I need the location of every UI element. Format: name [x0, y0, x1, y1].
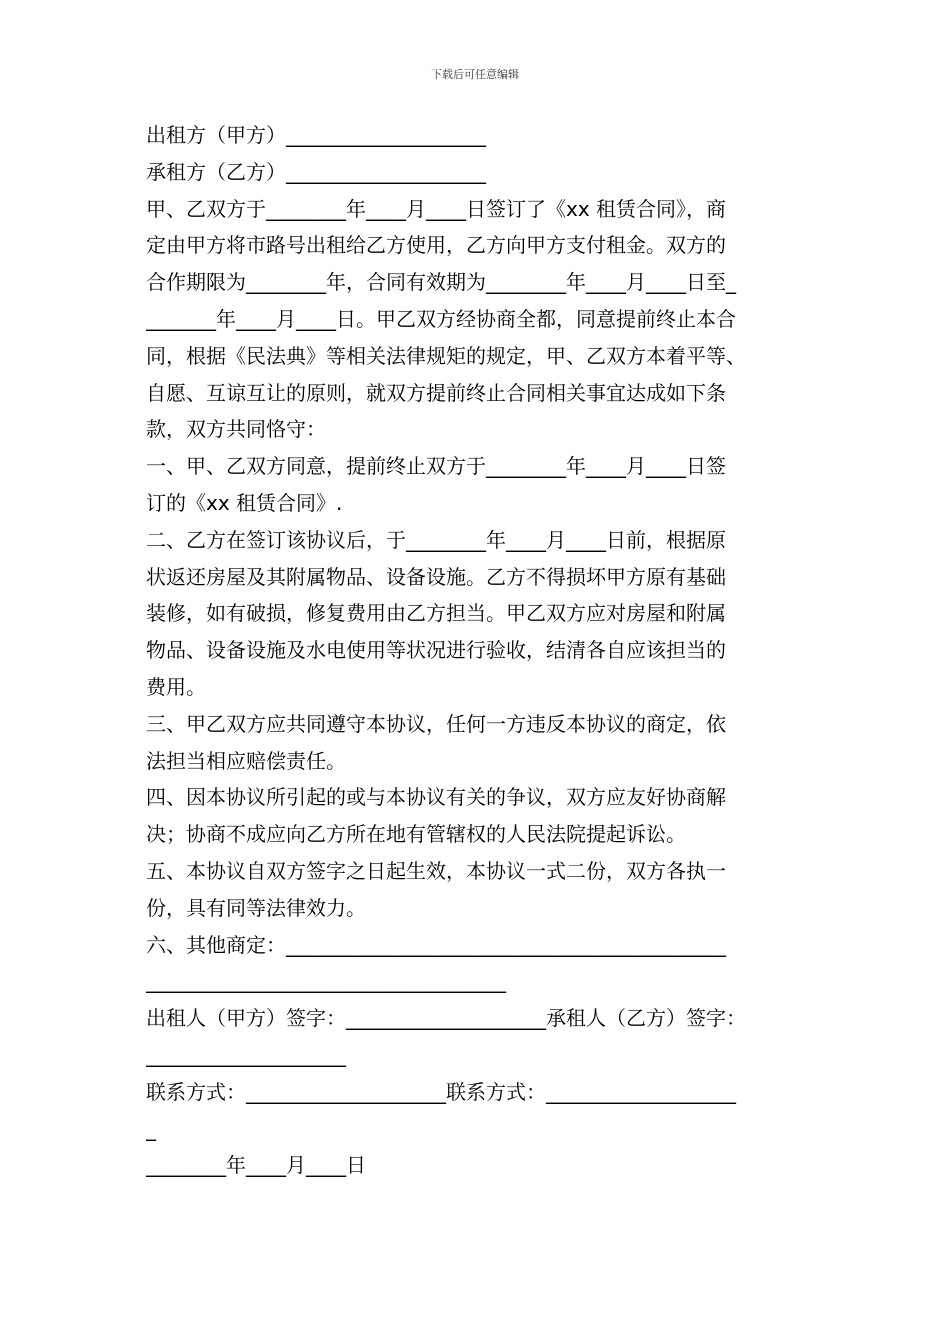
clause-2-line: 装修，如有破损，修复费用由乙方担当。甲乙双方应对房屋和附属 — [146, 601, 726, 626]
clause-1-line: 一、甲、乙双方同意，提前终止双方于________年____月____日签 — [146, 454, 726, 479]
clause-4-line: 四、因本协议所引起的或与本协议有关的争议，双方应友好协商解 — [146, 785, 726, 810]
clause-2-line: 二、乙方在签订该协议后，于________年____月____日前，根据原 — [146, 527, 726, 552]
preamble-line: _______年____月____日。甲乙双方经协商全都，同意提前终止本合 — [146, 306, 736, 331]
clause-1-line: 订的《xx 租赁合同》. — [146, 490, 343, 515]
lessor-line: 出租方（甲方）____________________ — [146, 123, 486, 147]
signature-blank-line: ____________________ — [146, 1042, 346, 1067]
signature-line: 出租人（甲方）签字：____________________承租人（乙方）签字： — [146, 1006, 746, 1031]
clause-2-line: 物品、设备设施及水电使用等状况进行验收，结清各自应该担当的 — [146, 638, 726, 663]
clause-2-line: 状返还房屋及其附属物品、设备设施。乙方不得损坏甲方原有基础 — [146, 564, 726, 589]
lessee-line: 承租方（乙方）____________________ — [146, 159, 486, 184]
agreement-body — [146, 117, 810, 1184]
contact-blank-line: _ — [146, 1116, 156, 1141]
preamble-line: 合作期限为________年，合同有效期为________年____月____日至_ — [146, 270, 736, 295]
clause-6-line: 六、其他商定：____________________________________________ — [146, 932, 726, 957]
clause-5-line: 份，具有同等法律效力。 — [146, 895, 366, 920]
clause-3-line: 法担当相应赔偿责任。 — [146, 748, 346, 773]
clause-3-line: 三、甲乙双方应共同遵守本协议，任何一方违反本协议的商定，依 — [146, 711, 726, 736]
clause-2-line: 费用。 — [146, 674, 206, 699]
preamble-line: 定由甲方将市路号出租给乙方使用，乙方向甲方支付租金。双方的 — [146, 233, 726, 258]
preamble-line: 同，根据《民法典》等相关法律规矩的规定，甲、乙双方本着平等、 — [146, 343, 746, 368]
date-line: ________年____月____日 — [146, 1153, 366, 1178]
contact-line: 联系方式：____________________联系方式：___________________ — [146, 1079, 736, 1104]
clause-6-blank-line: ____________________________________ — [146, 969, 506, 994]
preamble-line: 自愿、互谅互让的原则，就双方提前终止合同相关事宜达成如下条 — [146, 380, 726, 405]
clause-4-line: 决；协商不成应向乙方所在地有管辖权的人民法院提起诉讼。 — [146, 822, 686, 847]
preamble-line: 款，双方共同恪守： — [146, 417, 326, 442]
page-header: 下载后可任意编辑 — [431, 68, 519, 81]
clause-5-line: 五、本协议自双方签字之日起生效，本协议一式二份，双方各执一 — [146, 858, 726, 883]
preamble-line: 甲、乙双方于________年____月____日签订了《xx 租赁合同》，商 — [146, 196, 727, 221]
